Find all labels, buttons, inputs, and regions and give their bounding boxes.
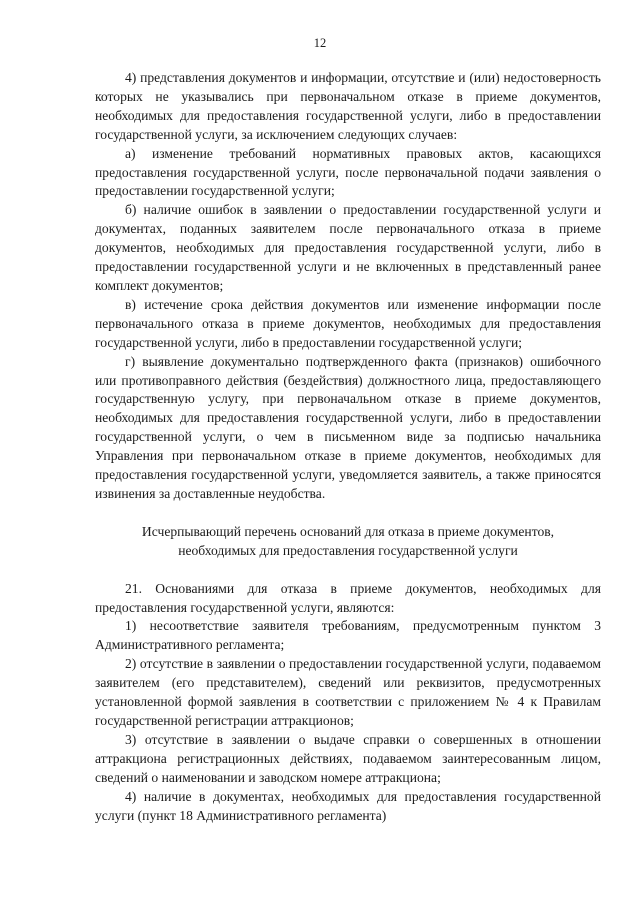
paragraph-item-4: 4) представления документов и информации, отсутствие и (или) недостоверность которых не указывались при первоначальном отказе в приеме документов, необходимых для предоставления государственной услуги, либо в предоставлении государственной услуги, за исключением следующих случаев: — [95, 70, 601, 142]
paragraph-ground-2: 2) отсутствие в заявлении о предоставлении государственной услуги, подаваемом заявителем (его представителем), сведений или реквизитов, предусмотренных установленной формой заявления в соответствии с приложением № 4 к Правилам государственной регистрации аттракционов; — [95, 656, 601, 728]
paragraph-ground-1: 1) несоответствие заявителя требованиям, предусмотренным пунктом 3 Административного регламента; — [95, 618, 601, 653]
paragraph-subitem-b: б) наличие ошибок в заявлении о предоставлении государственной услуги и документах, поданных заявителем после первоначального отказа в приеме документов, необходимых для предоставления государственной услуги, либо в предоставлении государственной услуги и не включенных в представленный ранее комплект документов; — [95, 202, 601, 293]
paragraph-subitem-v: в) истечение срока действия документов или изменение информации после первоначального отказа в приеме документов, необходимых для предоставления государственной услуги, либо в предоставлении государственной услуги; — [95, 296, 601, 350]
paragraph-subitem-g: г) выявление документально подтвержденного факта (признаков) ошибочного или противоправного действия (бездействия) должностного лица, предоставляющего государственную услугу, при первоначальном отказе в приеме документов, необходимых для предоставления государственной услуги, либо в предоставлении государственной услуги, о чем в письменном виде за подписью начальника Управления при первоначальном отказе в приеме документов, необходимых для предоставления государственной услуги, уведомляется заявитель, а также приносятся извинения за доставленные неудобства. — [95, 353, 601, 501]
paragraph-ground-3: 3) отсутствие в заявлении о выдаче справки о совершенных в отношении аттракциона регистрационных действиях, подаваемом заинтересованным лицом, сведений о наименовании и заводском номере аттракциона; — [95, 731, 601, 785]
paragraph-subitem-a: а) изменение требований нормативных правовых актов, касающихся предоставления государственной услуги, после первоначальной подачи заявления о предоставлении государственной услуги; — [95, 145, 601, 199]
paragraph-clause-21: 21. Основаниями для отказа в приеме документов, необходимых для предоставления государственной услуги, являются: — [95, 580, 601, 615]
section-heading: Исчерпывающий перечень оснований для отказа в приеме документов, необходимых для предоставления государственной услуги — [141, 523, 555, 558]
paragraph-ground-4: 4) наличие в документах, необходимых для предоставления государственной услуги (пункт 18 Административного регламента) — [95, 788, 601, 823]
document-body — [95, 69, 601, 825]
page-number: 12 — [313, 36, 327, 50]
